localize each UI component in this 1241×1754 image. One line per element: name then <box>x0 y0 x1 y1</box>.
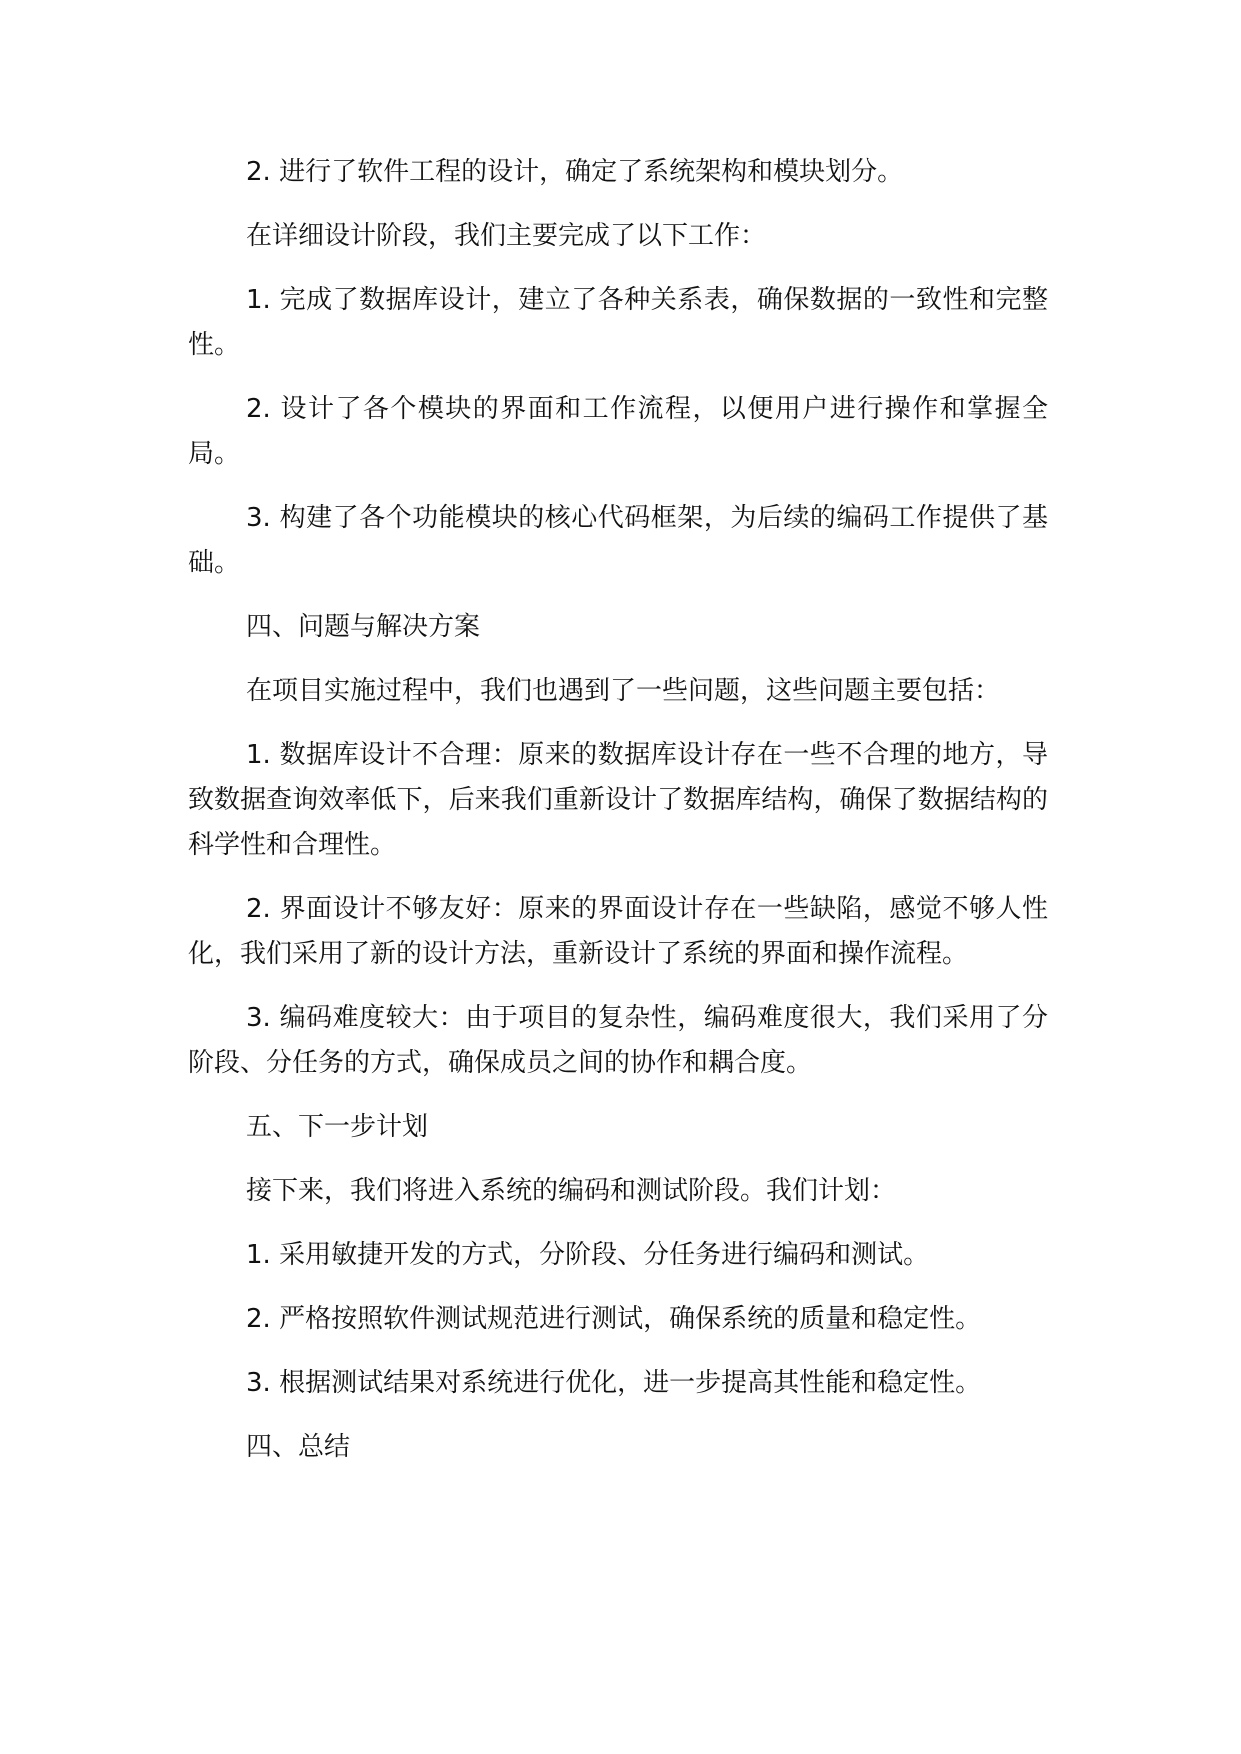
list-item-database-design: 1. 完成了数据库设计，建立了各种关系表，确保数据的一致性和完整性。 <box>188 285 1048 360</box>
section-heading-next-steps: 五、下一步计划 <box>246 1112 429 1142</box>
plan-item-testing: 2. 严格按照软件测试规范进行测试，确保系统的质量和稳定性。 <box>246 1304 982 1334</box>
detailed-design-intro: 在详细设计阶段，我们主要完成了以下工作： <box>246 221 767 251</box>
list-item-software-design: 2. 进行了软件工程的设计，确定了系统架构和模块划分。 <box>246 157 904 187</box>
list-item-interface-workflow: 2. 设计了各个模块的界面和工作流程，以便用户进行操作和掌握全局。 <box>188 394 1048 469</box>
section-heading-summary: 四、总结 <box>246 1432 351 1462</box>
document-body <box>188 150 1048 1489</box>
section-heading-problems: 四、问题与解决方案 <box>246 612 481 642</box>
problems-intro: 在项目实施过程中，我们也遇到了一些问题，这些问题主要包括： <box>246 676 1001 706</box>
list-item-code-framework: 3. 构建了各个功能模块的核心代码框架，为后续的编码工作提供了基础。 <box>188 503 1048 578</box>
plan-item-optimization: 3. 根据测试结果对系统进行优化，进一步提高其性能和稳定性。 <box>246 1368 982 1398</box>
plan-item-agile: 1. 采用敏捷开发的方式，分阶段、分任务进行编码和测试。 <box>246 1240 930 1270</box>
plan-intro: 接下来，我们将进入系统的编码和测试阶段。我们计划： <box>246 1176 897 1206</box>
problem-coding: 3. 编码难度较大：由于项目的复杂性，编码难度很大，我们采用了分阶段、分任务的方式，确保成员之间的协作和耦合度。 <box>188 1003 1048 1078</box>
problem-interface: 2. 界面设计不够友好：原来的界面设计存在一些缺陷，感觉不够人性化，我们采用了新的设计方法，重新设计了系统的界面和操作流程。 <box>188 894 1048 969</box>
problem-database: 1. 数据库设计不合理：原来的数据库设计存在一些不合理的地方，导致数据查询效率低下，后来我们重新设计了数据库结构，确保了数据结构的科学性和合理性。 <box>188 740 1048 860</box>
